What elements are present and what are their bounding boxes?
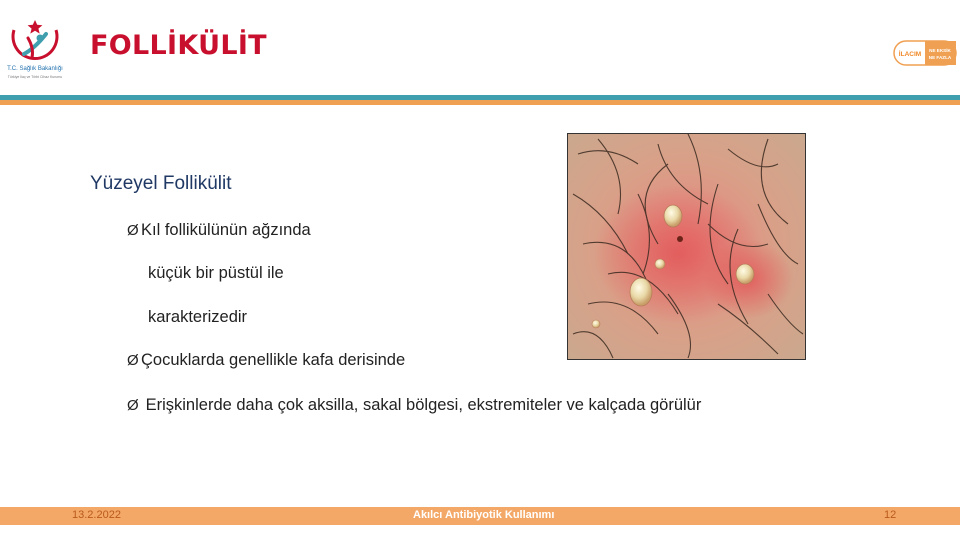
svg-text:NE FAZLA: NE FAZLA — [928, 55, 952, 60]
ministry-logo — [2, 8, 68, 86]
svg-text:T.C. Sağlık Bakanlığı: T.C. Sağlık Bakanlığı — [7, 66, 63, 72]
bullet-continuation: karakterizedir — [148, 308, 248, 326]
bullet-item: Ø Erişkinlerde daha çok aksilla, sakal bölgesi, ekstremiteler ve kalçada görülür — [127, 396, 702, 414]
page-number: 12 — [884, 509, 897, 521]
arrow-bullet-icon: Ø — [127, 397, 139, 414]
svg-text:Türkiye İlaç ve Tıbbi Cihaz Ku: Türkiye İlaç ve Tıbbi Cihaz Kurumu — [7, 75, 63, 79]
footer-bar — [0, 507, 960, 525]
footer-date: 13.2.2022 — [72, 509, 121, 521]
section-subtitle: Yüzeyel Follikülit — [90, 173, 232, 194]
arrow-bullet-icon: Ø — [127, 222, 139, 239]
ministry-emblem-icon — [2, 8, 68, 86]
svg-text:İLACIM: İLACIM — [898, 51, 922, 58]
header-band-orange — [0, 100, 960, 105]
arrow-bullet-icon: Ø — [127, 352, 139, 369]
skin-pustules-image — [568, 134, 805, 359]
campaign-badge-icon — [893, 38, 957, 68]
bullet-item: Ø Kıl follikülünün ağzında — [127, 221, 311, 239]
folliculitis-photo — [567, 133, 806, 360]
footer-title: Akılcı Antibiyotik Kullanımı — [413, 509, 555, 521]
bullet-item: Ø Çocuklarda genellikle kafa derisinde — [127, 351, 406, 369]
page-title: FOLLİKÜLİT — [90, 30, 267, 61]
bullet-continuation: küçük bir püstül ile — [148, 264, 284, 282]
campaign-logo — [893, 38, 957, 68]
svg-text:NE EKSİK: NE EKSİK — [929, 48, 951, 53]
